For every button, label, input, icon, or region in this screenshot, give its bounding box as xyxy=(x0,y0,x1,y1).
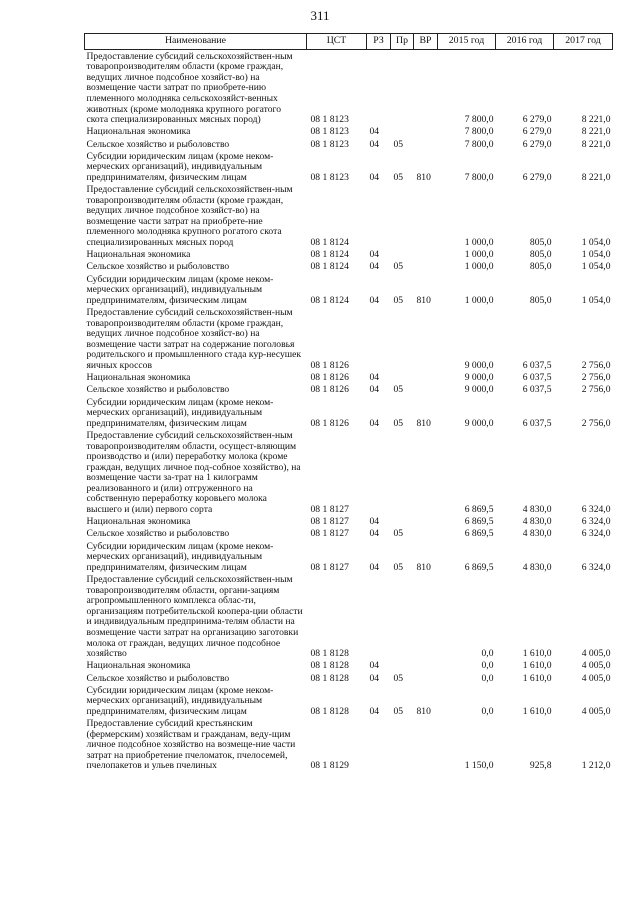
cell-pr xyxy=(391,660,414,672)
cell-2016: 4 830,0 xyxy=(522,561,552,573)
table-row xyxy=(85,126,613,138)
cell-2016: 1 610,0 xyxy=(522,660,552,672)
table-row xyxy=(85,396,613,429)
cell-2015: 6 869,5 xyxy=(464,528,494,540)
cell-2017: 4 005,0 xyxy=(581,672,611,684)
cell-vr xyxy=(414,249,438,261)
cell-vr xyxy=(414,660,438,672)
cell-vr xyxy=(414,126,438,138)
cell-vr xyxy=(414,429,438,515)
table-row xyxy=(85,660,613,672)
cell-cst: 08 1 8127 xyxy=(310,504,349,516)
cell-vr: 810 xyxy=(416,705,431,717)
cell-2016: 925,8 xyxy=(529,760,552,772)
cell-cst: 08 1 8124 xyxy=(310,249,349,261)
cell-2016: 805,0 xyxy=(529,294,552,306)
cell-2015: 6 869,5 xyxy=(464,561,494,573)
cell-vr xyxy=(414,306,438,371)
cell-2017: 4 005,0 xyxy=(581,648,611,660)
cell-cst: 08 1 8124 xyxy=(310,294,349,306)
cell-pr xyxy=(391,429,414,515)
cell-rz: 04 xyxy=(369,705,380,717)
cell-rz: 04 xyxy=(369,372,380,384)
cell-cst: 08 1 8128 xyxy=(310,660,349,672)
cell-2017: 8 221,0 xyxy=(581,114,611,126)
cell-pr xyxy=(391,249,414,261)
table-row xyxy=(85,384,613,396)
cell-2016: 6 279,0 xyxy=(522,126,552,138)
cell-pr xyxy=(391,126,414,138)
cell-2017: 6 324,0 xyxy=(581,561,611,573)
cell-2015: 9 000,0 xyxy=(464,359,494,371)
cell-2015: 9 000,0 xyxy=(464,372,494,384)
cell-pr: 05 xyxy=(393,261,404,273)
table-row xyxy=(85,184,613,249)
cell-rz: 04 xyxy=(369,261,380,273)
cell-rz: 04 xyxy=(369,138,380,150)
cell-rz xyxy=(367,429,391,515)
cell-2017: 6 324,0 xyxy=(581,516,611,528)
cell-name: Субсидии юридическим лицам (кроме неком-мерческих организаций), индивидуальным предпринимателям, физическим лицам xyxy=(86,684,274,717)
cell-2015: 9 000,0 xyxy=(464,417,494,429)
cell-pr xyxy=(391,573,414,659)
cell-rz: 04 xyxy=(369,660,380,672)
cell-name: Сельское хозяйство и рыболовство xyxy=(86,384,230,396)
cell-2017: 1 212,0 xyxy=(581,760,611,772)
cell-name: Национальная экономика xyxy=(86,516,191,528)
cell-cst: 08 1 8129 xyxy=(310,760,349,772)
cell-rz: 04 xyxy=(369,126,380,138)
cell-rz: 04 xyxy=(369,672,380,684)
cell-vr xyxy=(414,672,438,684)
table-row xyxy=(85,150,613,183)
cell-2016: 6 037,5 xyxy=(522,417,552,429)
cell-2017: 1 054,0 xyxy=(581,294,611,306)
cell-cst: 08 1 8123 xyxy=(310,114,349,126)
cell-vr xyxy=(414,50,438,126)
table-row xyxy=(85,249,613,261)
cell-cst: 08 1 8127 xyxy=(310,528,349,540)
cell-name: Субсидии юридическим лицам (кроме неком-мерческих организаций), индивидуальным предпринимателям, физическим лицам xyxy=(86,396,274,429)
cell-cst: 08 1 8123 xyxy=(310,171,349,183)
cell-rz: 04 xyxy=(369,528,380,540)
table-row xyxy=(85,528,613,540)
cell-2015: 6 869,5 xyxy=(464,504,494,516)
table-body xyxy=(85,50,613,773)
cell-rz: 04 xyxy=(369,561,380,573)
cell-name: Субсидии юридическим лицам (кроме неком-мерческих организаций), индивидуальным предпринимателям, физическим лицам xyxy=(86,150,274,183)
cell-2017: 8 221,0 xyxy=(581,171,611,183)
header-cst: ЦСТ xyxy=(307,34,367,50)
cell-pr: 05 xyxy=(393,705,404,717)
cell-name: Национальная экономика xyxy=(86,660,191,672)
cell-2016: 1 610,0 xyxy=(522,705,552,717)
cell-cst: 08 1 8123 xyxy=(310,126,349,138)
cell-rz: 04 xyxy=(369,417,380,429)
cell-name: Сельское хозяйство и рыболовство xyxy=(86,138,230,150)
cell-pr: 05 xyxy=(393,561,404,573)
cell-2015: 7 800,0 xyxy=(464,171,494,183)
cell-cst: 08 1 8128 xyxy=(310,648,349,660)
cell-rz xyxy=(367,306,391,371)
cell-cst: 08 1 8124 xyxy=(310,237,349,249)
cell-cst: 08 1 8127 xyxy=(310,516,349,528)
header-2015: 2015 год xyxy=(438,34,496,50)
cell-vr: 810 xyxy=(416,417,431,429)
cell-2017: 2 756,0 xyxy=(581,359,611,371)
header-vr: ВР xyxy=(414,34,438,50)
cell-vr xyxy=(414,261,438,273)
cell-pr: 05 xyxy=(393,672,404,684)
cell-pr xyxy=(391,184,414,249)
table-row xyxy=(85,306,613,371)
cell-2017: 6 324,0 xyxy=(581,528,611,540)
cell-name: Предоставление субсидий сельскохозяйствен-ным товаропроизводителям области, органи-зациям агропромышленного комплекса облас-ти, организациям потребительской коопера-ции области и индивидуальным предпринима-телям области на возмещение части затрат на организацию заготовки молока от граждан, ведущих личное подсобное хозяйство xyxy=(86,574,303,660)
cell-name: Предоставление субсидий крестьянским (фермерским) хозяйствам и гражданам, веду-щим личное подсобное хозяйство на возмеще-ние части затрат на приобретение пчеломаток, пчелосемей, пчелопакетов и ульев пчелиных xyxy=(86,718,296,772)
cell-name: Национальная экономика xyxy=(86,126,191,138)
cell-2015: 0,0 xyxy=(481,660,494,672)
cell-rz xyxy=(367,573,391,659)
cell-2016: 4 830,0 xyxy=(522,528,552,540)
table-row xyxy=(85,372,613,384)
cell-name: Сельское хозяйство и рыболовство xyxy=(86,528,230,540)
budget-table xyxy=(84,33,613,772)
cell-2015: 7 800,0 xyxy=(464,126,494,138)
cell-2017: 8 221,0 xyxy=(581,138,611,150)
cell-rz xyxy=(367,184,391,249)
cell-2016: 4 830,0 xyxy=(522,516,552,528)
cell-pr xyxy=(391,516,414,528)
cell-2015: 1 000,0 xyxy=(464,294,494,306)
cell-2015: 0,0 xyxy=(481,672,494,684)
cell-pr xyxy=(391,306,414,371)
cell-vr: 810 xyxy=(416,561,431,573)
cell-cst: 08 1 8128 xyxy=(310,672,349,684)
cell-2015: 0,0 xyxy=(481,648,494,660)
table-row xyxy=(85,684,613,717)
table-row xyxy=(85,516,613,528)
cell-cst: 08 1 8126 xyxy=(310,372,349,384)
header-pr: Пр xyxy=(391,34,414,50)
cell-2015: 1 000,0 xyxy=(464,261,494,273)
cell-rz xyxy=(367,718,391,773)
cell-2015: 6 869,5 xyxy=(464,516,494,528)
cell-2017: 2 756,0 xyxy=(581,384,611,396)
cell-2017: 2 756,0 xyxy=(581,372,611,384)
table-row xyxy=(85,718,613,773)
cell-rz: 04 xyxy=(369,294,380,306)
cell-2016: 805,0 xyxy=(529,261,552,273)
cell-cst: 08 1 8124 xyxy=(310,261,349,273)
table-row xyxy=(85,273,613,306)
header-2017: 2017 год xyxy=(554,34,613,50)
cell-2016: 6 037,5 xyxy=(522,359,552,371)
table-row xyxy=(85,573,613,659)
cell-2016: 6 037,5 xyxy=(522,372,552,384)
cell-vr xyxy=(414,718,438,773)
cell-name: Сельское хозяйство и рыболовство xyxy=(86,261,230,273)
cell-vr xyxy=(414,372,438,384)
cell-vr xyxy=(414,184,438,249)
cell-rz: 04 xyxy=(369,249,380,261)
cell-pr: 05 xyxy=(393,138,404,150)
cell-2017: 6 324,0 xyxy=(581,504,611,516)
cell-vr: 810 xyxy=(416,171,431,183)
cell-vr xyxy=(414,528,438,540)
cell-cst: 08 1 8123 xyxy=(310,138,349,150)
cell-2017: 8 221,0 xyxy=(581,126,611,138)
cell-2016: 6 279,0 xyxy=(522,114,552,126)
cell-name: Предоставление субсидий сельскохозяйствен-ным товаропроизводителям области, осущест-вляющим производство и (или) переработку молока (кроме граждан, ведущих личное под-собное хозяйство), на возмещение части за-трат на 1 килограмм реализованного и (или) отгруженного на собственную переработку коровьего молока высшего и (или) первого сорта xyxy=(86,429,301,516)
cell-cst: 08 1 8126 xyxy=(310,417,349,429)
cell-name: Национальная экономика xyxy=(86,372,191,384)
cell-2017: 1 054,0 xyxy=(581,249,611,261)
table-header xyxy=(85,34,613,50)
cell-name: Субсидии юридическим лицам (кроме неком-мерческих организаций), индивидуальным предпринимателям, физическим лицам xyxy=(86,540,274,573)
cell-pr: 05 xyxy=(393,417,404,429)
cell-2016: 1 610,0 xyxy=(522,672,552,684)
table-row xyxy=(85,50,613,126)
cell-cst: 08 1 8126 xyxy=(310,359,349,371)
cell-pr: 05 xyxy=(393,294,404,306)
header-row xyxy=(85,34,613,50)
cell-2016: 1 610,0 xyxy=(522,648,552,660)
cell-rz: 04 xyxy=(369,516,380,528)
cell-2015: 1 000,0 xyxy=(464,237,494,249)
cell-2017: 1 054,0 xyxy=(581,261,611,273)
cell-2017: 4 005,0 xyxy=(581,660,611,672)
cell-2017: 4 005,0 xyxy=(581,705,611,717)
cell-2015: 1 000,0 xyxy=(464,249,494,261)
cell-vr: 810 xyxy=(416,294,431,306)
cell-2015: 7 800,0 xyxy=(464,138,494,150)
cell-rz: 04 xyxy=(369,171,380,183)
cell-2016: 805,0 xyxy=(529,237,552,249)
cell-vr xyxy=(414,138,438,150)
cell-2015: 0,0 xyxy=(481,705,494,717)
cell-2016: 6 279,0 xyxy=(522,171,552,183)
cell-name: Национальная экономика xyxy=(86,249,191,261)
table-row xyxy=(85,672,613,684)
cell-vr xyxy=(414,384,438,396)
cell-name: Сельское хозяйство и рыболовство xyxy=(86,672,230,684)
header-2016: 2016 год xyxy=(496,34,554,50)
cell-name: Предоставление субсидий сельскохозяйствен-ным товаропроизводителям области (кроме граждан, ведущих личное подсобное хозяйст-во) на возмещение части затрат по приобрете-нию племенного молодняка сельскохозяйст-венных животных (кроме молодняка крупного рогатого скота специализированных мясных пород) xyxy=(86,50,293,126)
cell-2015: 7 800,0 xyxy=(464,114,494,126)
cell-vr xyxy=(414,573,438,659)
table-row xyxy=(85,540,613,573)
header-rz: РЗ xyxy=(367,34,391,50)
table-row xyxy=(85,261,613,273)
cell-rz xyxy=(367,50,391,126)
cell-pr: 05 xyxy=(393,528,404,540)
table-row xyxy=(85,138,613,150)
cell-2015: 9 000,0 xyxy=(464,384,494,396)
cell-pr xyxy=(391,372,414,384)
cell-pr: 05 xyxy=(393,171,404,183)
cell-2016: 6 279,0 xyxy=(522,138,552,150)
cell-cst: 08 1 8127 xyxy=(310,561,349,573)
cell-name: Предоставление субсидий сельскохозяйствен-ным товаропроизводителям области (кроме граждан, ведущих личное подсобное хозяйст-во) на возмещение части затрат на содержание поголовья родительского и промышленного стада кур-несушек яичных кроссов xyxy=(86,307,302,371)
cell-cst: 08 1 8126 xyxy=(310,384,349,396)
page-number: 311 xyxy=(310,8,330,23)
cell-pr xyxy=(391,50,414,126)
cell-2017: 1 054,0 xyxy=(581,237,611,249)
cell-rz: 04 xyxy=(369,384,380,396)
cell-pr: 05 xyxy=(393,384,404,396)
cell-2016: 805,0 xyxy=(529,249,552,261)
cell-pr xyxy=(391,718,414,773)
cell-name: Субсидии юридическим лицам (кроме неком-мерческих организаций), индивидуальным предпринимателям, физическим лицам xyxy=(86,273,274,306)
cell-vr xyxy=(414,516,438,528)
cell-2016: 6 037,5 xyxy=(522,384,552,396)
table-row xyxy=(85,429,613,515)
cell-2016: 4 830,0 xyxy=(522,504,552,516)
cell-2015: 1 150,0 xyxy=(464,760,494,772)
cell-2017: 2 756,0 xyxy=(581,417,611,429)
cell-cst: 08 1 8128 xyxy=(310,705,349,717)
header-name: Наименование xyxy=(85,34,307,50)
cell-name: Предоставление субсидий сельскохозяйствен-ным товаропроизводителям области (кроме граждан, ведущих личное подсобное хозяйст-во) на возмещение части затрат на приобрете-ние племенного молодняка крупного рогатого скота специализированных мясных пород xyxy=(86,184,293,249)
